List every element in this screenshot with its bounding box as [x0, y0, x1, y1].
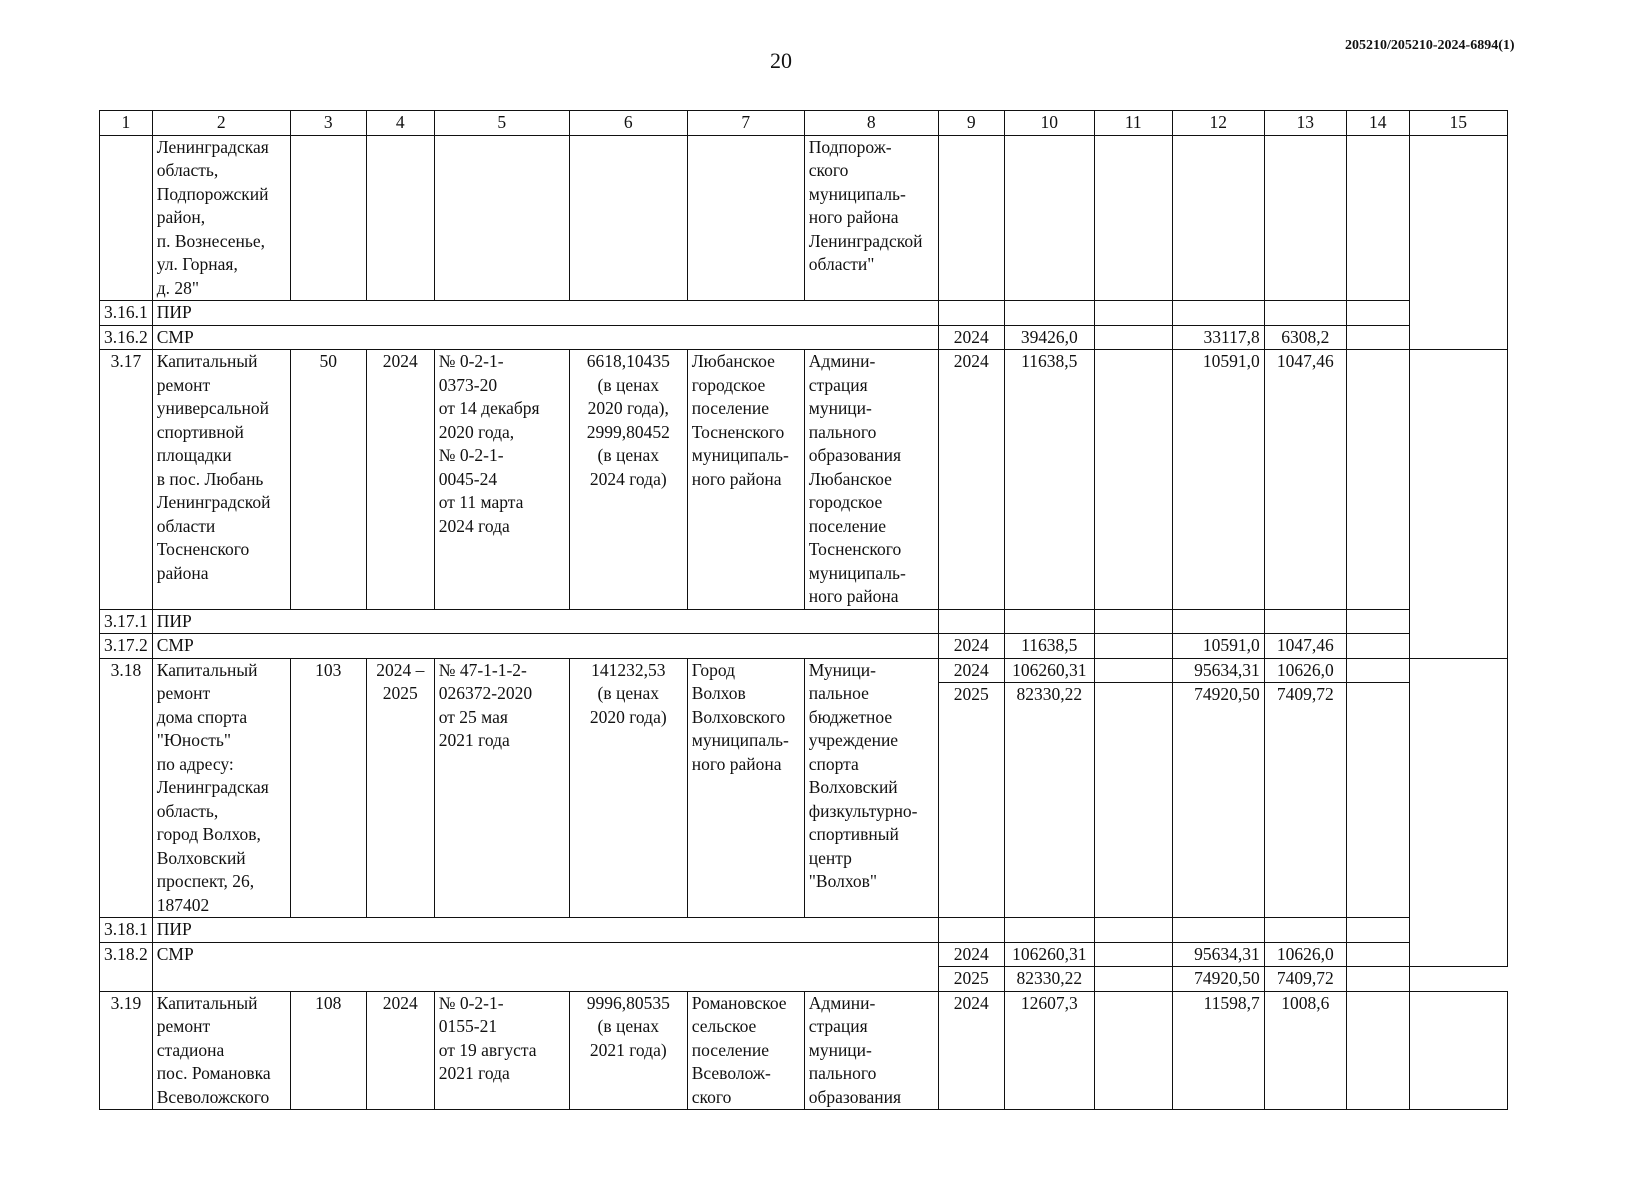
- stage-label: ПИР: [152, 609, 938, 634]
- object-name-cell: Капитальный ремонт дома спорта "Юность" по адресу: Ленинградская область, город Волхов, Волховский проспект, 26, 187402: [152, 658, 290, 918]
- year-cell: 2024: [938, 942, 1004, 967]
- row-number: 3.17.2: [100, 634, 153, 659]
- col-header: 8: [804, 111, 938, 136]
- cell: [1409, 991, 1507, 1110]
- object-name-cell: Капитальный ремонт универсальной спортивной площадки в пос. Любань Ленинградской области Тосненского района: [152, 350, 290, 610]
- cell: [1004, 609, 1094, 634]
- amount-total: 11638,5: [1004, 634, 1094, 659]
- cell: [1346, 301, 1409, 326]
- document-id: 205210/205210-2024-6894(1): [1345, 38, 1515, 53]
- col-header: 7: [687, 111, 804, 136]
- col-header: 10: [1004, 111, 1094, 136]
- stage-label: СМР: [152, 634, 938, 659]
- cell: [1094, 301, 1172, 326]
- program-table: [99, 110, 1508, 1110]
- amount-local: 7409,72: [1264, 683, 1346, 918]
- table-row: [100, 991, 1508, 1110]
- row-number: 3.16.1: [100, 301, 153, 326]
- col-header: 9: [938, 111, 1004, 136]
- capacity-cell: 50: [290, 350, 366, 610]
- cell: [1094, 967, 1172, 992]
- amount-local: 10626,0: [1264, 942, 1346, 967]
- table-row: [100, 609, 1508, 634]
- row-number: 3.18.2: [100, 942, 153, 991]
- row-number: 3.18: [100, 658, 153, 918]
- cell: [1094, 991, 1172, 1110]
- stage-label: ПИР: [152, 918, 938, 943]
- cell: [1346, 350, 1409, 610]
- period-cell: 2024 – 2025: [366, 658, 434, 918]
- municipality-cell: Романовское сельское поселение Всеволож- ского: [687, 991, 804, 1110]
- cell: [1346, 609, 1409, 634]
- cell: [1264, 609, 1346, 634]
- year-cell: 2024: [938, 634, 1004, 659]
- stage-label: ПИР: [152, 301, 938, 326]
- cell: [938, 609, 1004, 634]
- amount-regional: 10591,0: [1172, 634, 1264, 659]
- customer-cell: Админи- страция муници- пального образования: [804, 991, 938, 1110]
- cell: [1346, 991, 1409, 1110]
- amount-regional: 74920,50: [1172, 683, 1264, 918]
- stage-label: СМР: [152, 942, 938, 991]
- amount-total: 106260,31: [1004, 942, 1094, 967]
- cell: [1094, 658, 1172, 683]
- cell: [1094, 918, 1172, 943]
- cell: [1346, 135, 1409, 301]
- table-row: [100, 942, 1508, 967]
- row-number: 3.17.1: [100, 609, 153, 634]
- amount-total: 106260,31: [1004, 658, 1094, 683]
- cell: [1004, 135, 1094, 301]
- col-header: 14: [1346, 111, 1409, 136]
- stage-label: СМР: [152, 325, 938, 350]
- amount-regional: 95634,31: [1172, 942, 1264, 967]
- amount-local: 1047,46: [1264, 350, 1346, 610]
- cell: [569, 135, 687, 301]
- col-header: 11: [1094, 111, 1172, 136]
- cell: [1264, 301, 1346, 326]
- cell: [1172, 301, 1264, 326]
- cell: [938, 301, 1004, 326]
- col-header: 4: [366, 111, 434, 136]
- cell: [1409, 135, 1507, 350]
- cell: [1094, 135, 1172, 301]
- col-header: 5: [434, 111, 569, 136]
- capacity-cell: 108: [290, 991, 366, 1110]
- cost-cell: 6618,10435 (в ценах 2020 года), 2999,80452 (в ценах 2024 года): [569, 350, 687, 610]
- period-cell: 2024: [366, 350, 434, 610]
- cost-cell: 9996,80535 (в ценах 2021 года): [569, 991, 687, 1110]
- year-cell: 2024: [938, 325, 1004, 350]
- table-row: [100, 634, 1508, 659]
- amount-local: 1047,46: [1264, 634, 1346, 659]
- row-number: 3.19: [100, 991, 153, 1110]
- cell: [1346, 658, 1409, 683]
- cell: [1346, 325, 1409, 350]
- table-row: [100, 350, 1508, 610]
- cell: [1094, 609, 1172, 634]
- object-name-cell: Ленинградская область, Подпорожский район, п. Вознесенье, ул. Горная, д. 28": [152, 135, 290, 301]
- cell: [938, 135, 1004, 301]
- cell: [1172, 135, 1264, 301]
- customer-cell: Муници- пальное бюджетное учреждение спорта Волховский физкультурно- спортивный центр "Волхов": [804, 658, 938, 918]
- cell: [1004, 301, 1094, 326]
- amount-local: 1008,6: [1264, 991, 1346, 1110]
- cell: [1094, 350, 1172, 610]
- year-cell: 2025: [938, 967, 1004, 992]
- amount-regional: 95634,31: [1172, 658, 1264, 683]
- amount-regional: 33117,8: [1172, 325, 1264, 350]
- cell: [1004, 918, 1094, 943]
- cell: [1264, 135, 1346, 301]
- table-row: [100, 658, 1508, 683]
- col-header: 1: [100, 111, 153, 136]
- cost-cell: 141232,53 (в ценах 2020 года): [569, 658, 687, 918]
- cell: [100, 135, 153, 301]
- cell: [1172, 609, 1264, 634]
- col-header: 6: [569, 111, 687, 136]
- amount-regional: 11598,7: [1172, 991, 1264, 1110]
- cell: [938, 918, 1004, 943]
- row-number: 3.17: [100, 350, 153, 610]
- cell: [290, 135, 366, 301]
- col-header: 15: [1409, 111, 1507, 136]
- cell: [687, 135, 804, 301]
- expertise-cell: № 0-2-1- 0373-20 от 14 декабря 2020 года, № 0-2-1- 0045-24 от 11 марта 2024 года: [434, 350, 569, 610]
- expertise-cell: № 47-1-1-2- 026372-2020 от 25 мая 2021 года: [434, 658, 569, 918]
- amount-regional: 10591,0: [1172, 350, 1264, 610]
- table-row: [100, 135, 1508, 301]
- period-cell: 2024: [366, 991, 434, 1110]
- amount-total: 12607,3: [1004, 991, 1094, 1110]
- cell: [1409, 658, 1507, 967]
- municipality-cell: Город Волхов Волховского муниципаль- ного района: [687, 658, 804, 918]
- cell: [1409, 350, 1507, 659]
- table-row: [100, 325, 1508, 350]
- customer-cell: Подпорож- ского муниципаль- ного района Ленинградской области": [804, 135, 938, 301]
- cell: [1346, 634, 1409, 659]
- year-cell: 2024: [938, 658, 1004, 683]
- year-cell: 2025: [938, 683, 1004, 918]
- col-header: 13: [1264, 111, 1346, 136]
- cell: [434, 135, 569, 301]
- amount-total: 11638,5: [1004, 350, 1094, 610]
- page-number: 20: [770, 48, 792, 73]
- cell: [1346, 683, 1409, 918]
- cell: [1094, 942, 1172, 967]
- cell: [366, 135, 434, 301]
- cell: [1346, 942, 1409, 967]
- amount-total: 82330,22: [1004, 967, 1094, 992]
- cell: [1264, 918, 1346, 943]
- row-number: 3.18.1: [100, 918, 153, 943]
- cell: [1094, 634, 1172, 659]
- object-name-cell: Капитальный ремонт стадиона пос. Романовка Всеволожского: [152, 991, 290, 1110]
- col-header: 3: [290, 111, 366, 136]
- amount-local: 7409,72: [1264, 967, 1346, 992]
- cell: [1172, 918, 1264, 943]
- year-cell: 2024: [938, 991, 1004, 1110]
- cell: [1094, 683, 1172, 918]
- cell: [1346, 967, 1409, 992]
- header-row: [100, 111, 1508, 136]
- table-row: [100, 301, 1508, 326]
- col-header: 2: [152, 111, 290, 136]
- amount-total: 39426,0: [1004, 325, 1094, 350]
- expertise-cell: № 0-2-1- 0155-21 от 19 августа 2021 года: [434, 991, 569, 1110]
- amount-regional: 74920,50: [1172, 967, 1264, 992]
- customer-cell: Админи- страция муници- пального образования Любанское городское поселение Тосненского муниципаль- ного района: [804, 350, 938, 610]
- col-header: 12: [1172, 111, 1264, 136]
- municipality-cell: Любанское городское поселение Тосненского муниципаль- ного района: [687, 350, 804, 610]
- capacity-cell: 103: [290, 658, 366, 918]
- table-row: [100, 918, 1508, 943]
- amount-total: 82330,22: [1004, 683, 1094, 918]
- amount-local: 6308,2: [1264, 325, 1346, 350]
- cell: [1094, 325, 1172, 350]
- amount-local: 10626,0: [1264, 658, 1346, 683]
- cell: [1346, 918, 1409, 943]
- year-cell: 2024: [938, 350, 1004, 610]
- row-number: 3.16.2: [100, 325, 153, 350]
